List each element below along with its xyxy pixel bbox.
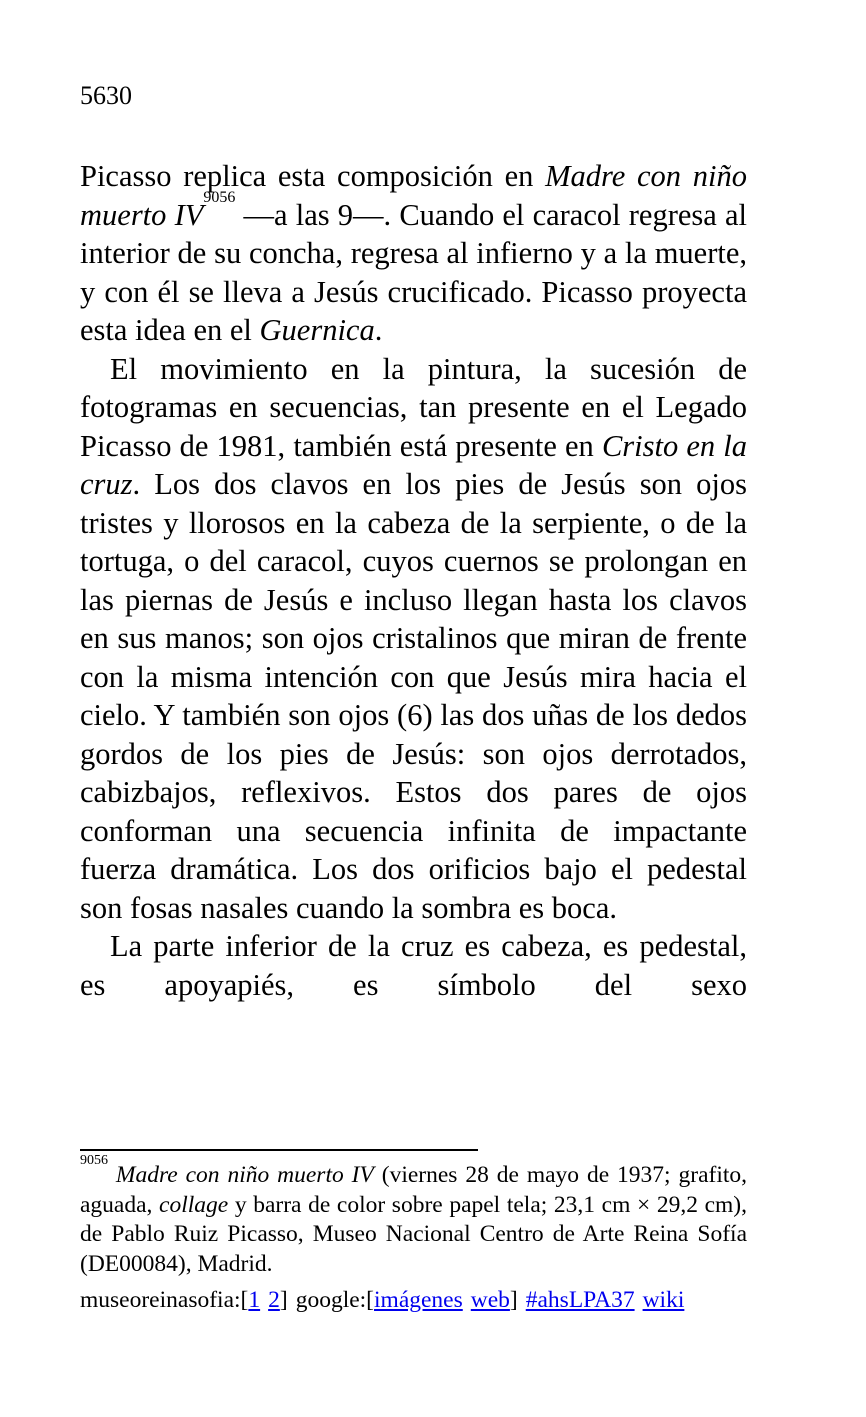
artwork-title: Guernica xyxy=(259,313,375,347)
paragraph-1 xyxy=(80,157,747,350)
artwork-title: Madre con niño muerto IV xyxy=(80,159,747,232)
hashtag-link[interactable]: #ahsLPA37 xyxy=(525,1287,635,1313)
wiki-link[interactable]: wiki xyxy=(642,1287,685,1313)
footnote-number: 9056 xyxy=(80,1153,108,1168)
paragraph-3 xyxy=(80,927,747,1004)
google-images-link[interactable]: imágenes xyxy=(374,1287,463,1313)
footnote-text: (viernes 28 de mayo de 1937; grafito, aguada, xyxy=(80,1162,748,1218)
page-number: 5630 xyxy=(80,81,132,110)
paragraph-text: El movimiento en la pintura, la sucesión de fotogramas en secuencias, tan presente en el Legado Picasso de 1981, también está presente en xyxy=(80,351,747,463)
footnote xyxy=(80,1153,748,1279)
museo-label-close: ] xyxy=(279,1287,288,1313)
google-label: google:[ xyxy=(295,1287,375,1313)
paragraph-text: Picasso replica esta composición en xyxy=(80,159,546,193)
paragraph-text: . Los dos clavos en los pies de Jesús son ojos tristes y llorosos en la cabeza de la serpiente, o de la tortuga, o del caracol, cuyos cuernos se prolongan en las piernas de Jesús e incluso llegan hasta los clavos en sus manos; son ojos cristalinos que miran de frente con la misma intención con que Jesús mira hacia el cielo. Y también son ojos (6) las dos uñas de los dedos gordos de los pies de Jesús: son ojos derrotados, cabizbajos, reflexivos. Estos dos pares de ojos conforman una secuencia infinita de impactante fuerza dramática. Los dos orificios bajo el pedestal son fosas nasales cuando la sombra es boca. xyxy=(80,467,747,925)
footnote-links xyxy=(80,1286,747,1316)
footnote-reference[interactable]: 9056 xyxy=(203,188,236,206)
footnote-separator xyxy=(80,1149,478,1151)
footnote-title: Madre con niño muerto IV xyxy=(115,1162,374,1188)
google-web-link[interactable]: web xyxy=(470,1287,510,1313)
paragraph-2 xyxy=(80,350,747,928)
footnote-text: y barra de color sobre papel tela; 23,1 cm × 29,2 cm), de Pablo Ruiz Picasso, Museo Nacional Centro de Arte Reina Sofía (DE00084), Madrid. xyxy=(80,1191,748,1277)
museo-link-1[interactable]: 1 xyxy=(248,1287,261,1313)
body-text xyxy=(80,157,747,1004)
museo-label: museoreinasofia:[ xyxy=(80,1287,249,1313)
paragraph-text: —a las 9—. Cuando el caracol regresa al interior de su concha, regresa al infierno y a la muerte, y con él se lleva a Jesús crucificado. Picasso proyecta esta idea en el xyxy=(80,197,747,347)
artwork-title: Cristo en la cruz xyxy=(80,428,747,501)
google-label-close: ] xyxy=(509,1287,518,1313)
paragraph-text: La parte inferior de la cruz es cabeza, es pedestal, es apoyapiés, es símbolo del sexo xyxy=(80,929,747,1002)
museo-link-2[interactable]: 2 xyxy=(268,1287,280,1313)
paragraph-text: . xyxy=(374,313,383,347)
footnote-italic: collage xyxy=(159,1191,229,1218)
